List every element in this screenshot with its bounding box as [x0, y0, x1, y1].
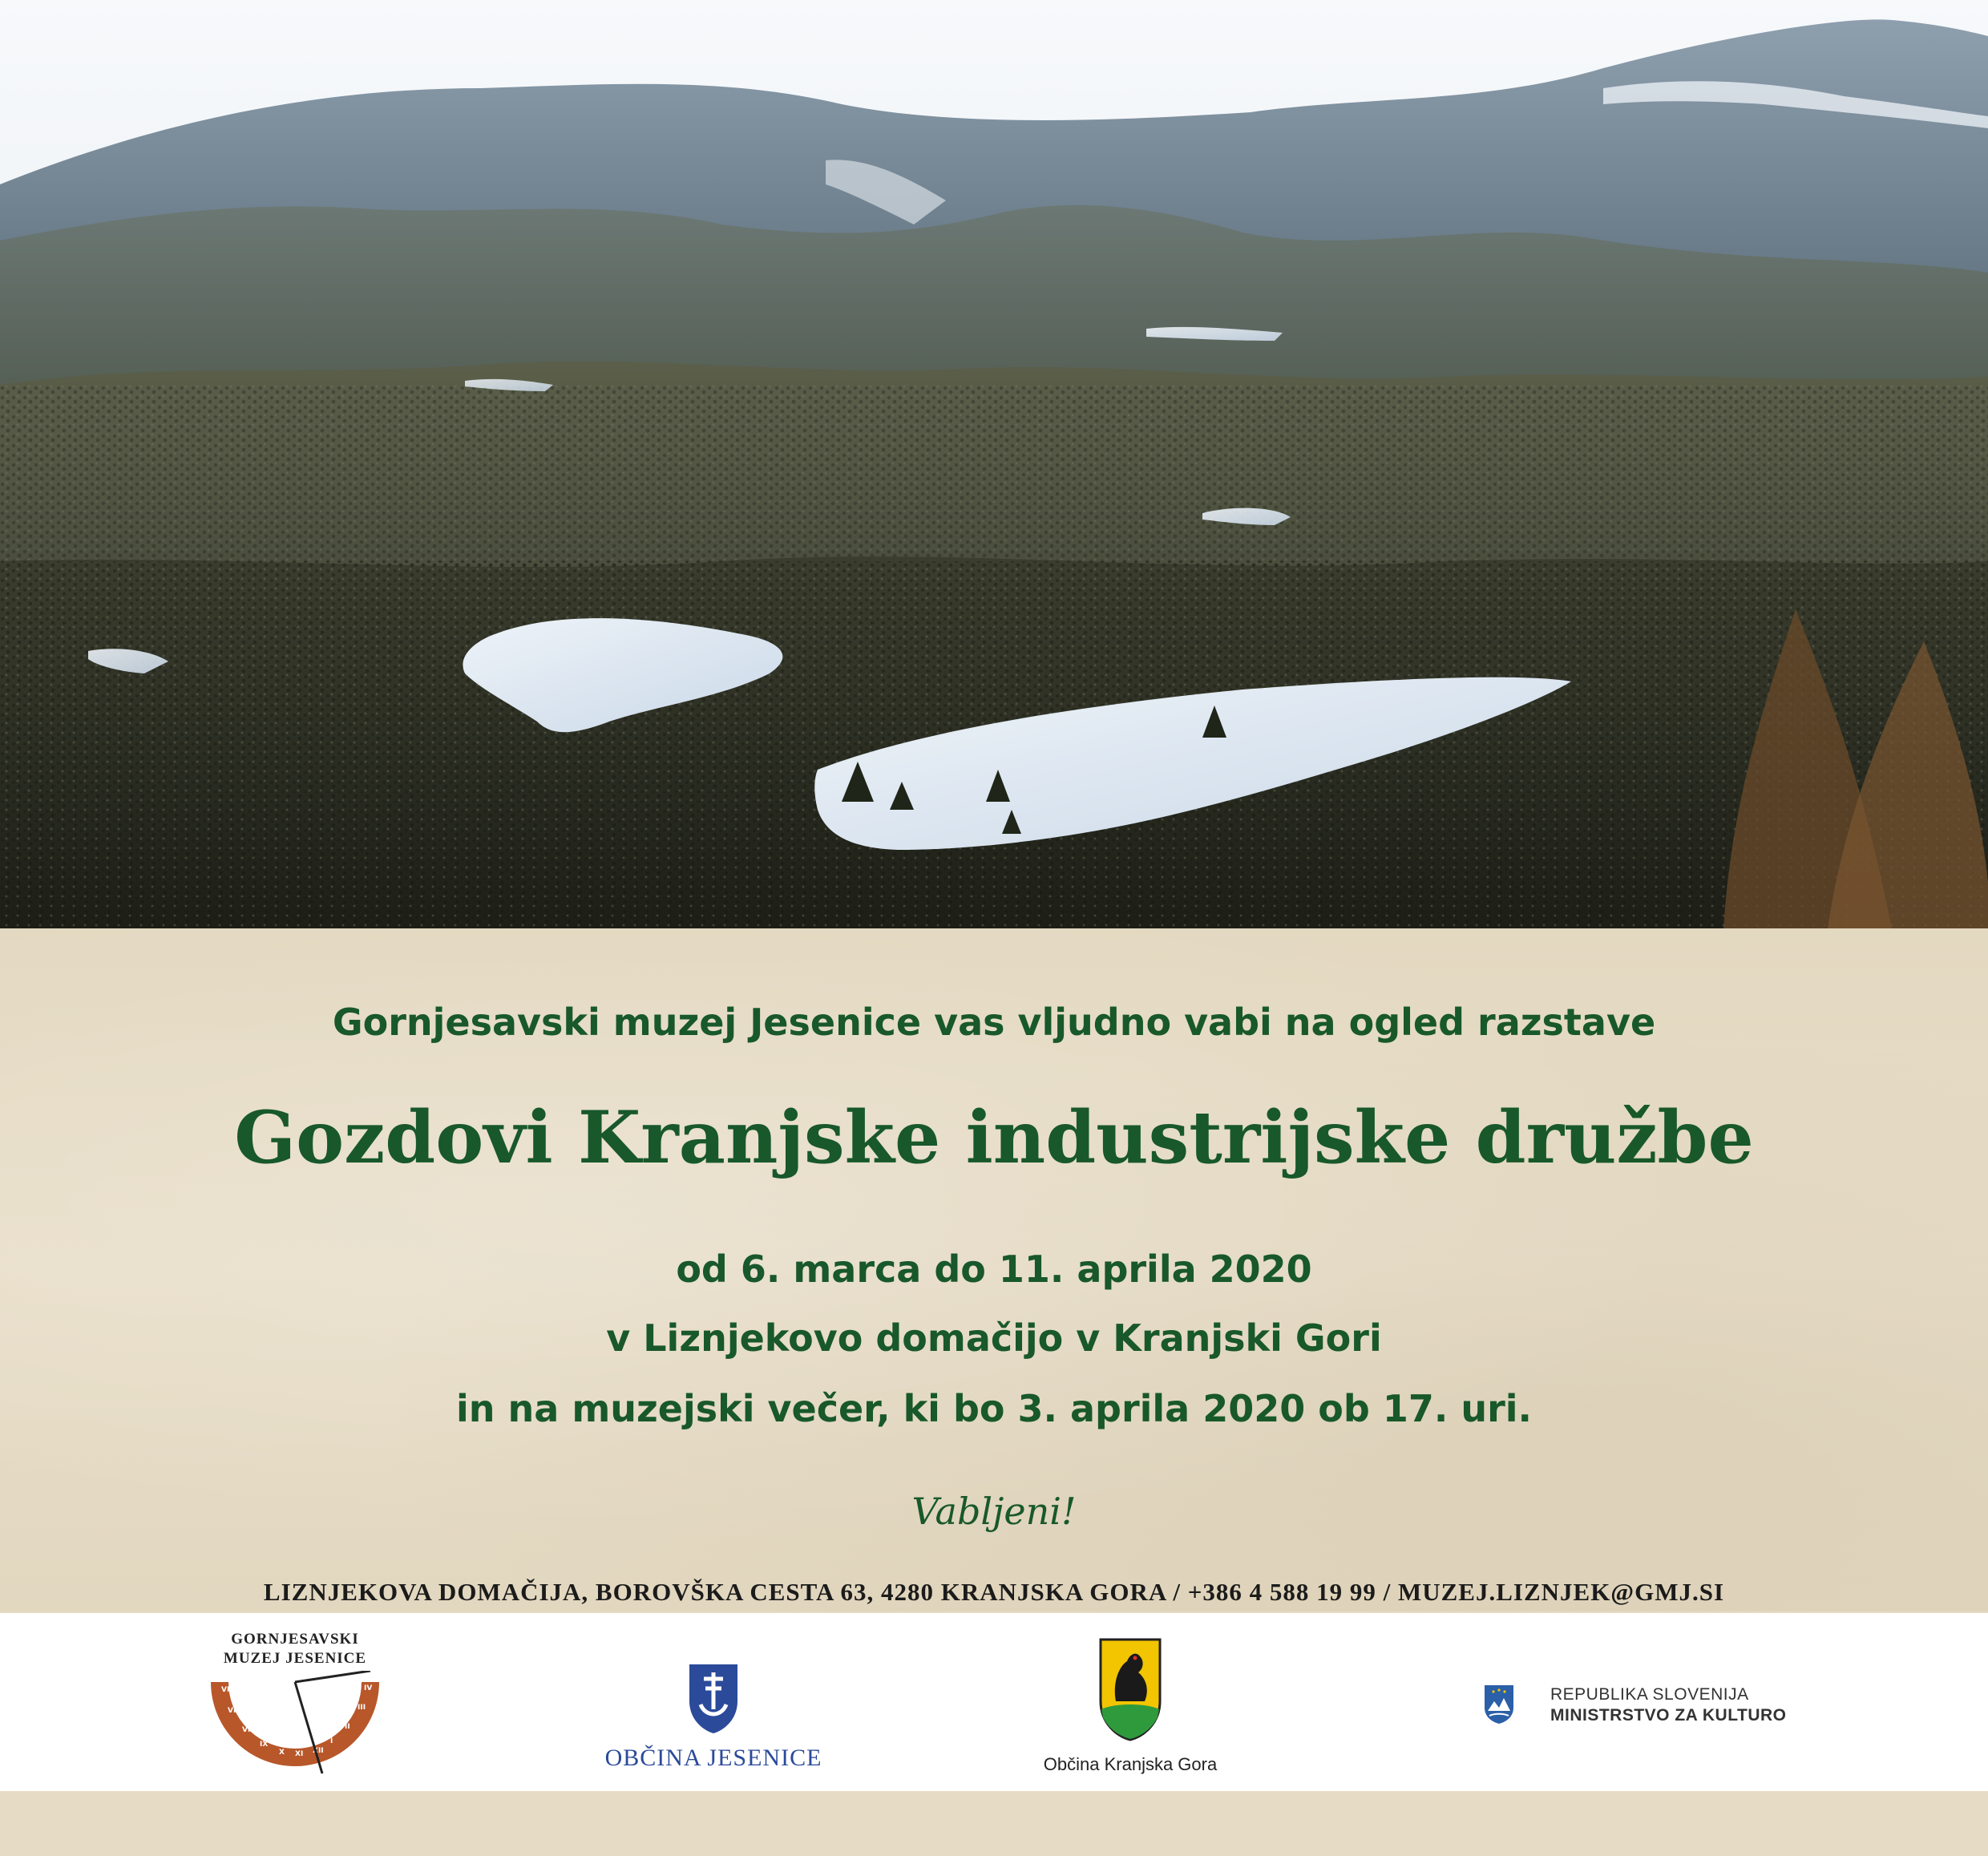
svg-text:IV: IV [364, 1684, 373, 1692]
svg-text:III: III [358, 1704, 366, 1712]
kranjska-gora-name: Občina Kranjska Gora [1043, 1754, 1218, 1774]
welcome-text: Vabljeni! [911, 1490, 1077, 1533]
museum-name-line1: GORNJESAVSKI [231, 1631, 359, 1648]
kranjska-gora-logo [1034, 1637, 1226, 1781]
exhibition-title: Gozdovi Kranjske industrijske družbe [234, 1095, 1754, 1180]
jesenice-logo [593, 1661, 834, 1773]
jesenice-coat-of-arms-icon [686, 1661, 741, 1735]
svg-text:VIII: VIII [242, 1726, 257, 1734]
contact-line: LIZNJEKOVA DOMAČIJA, BOROVŠKA CESTA 63, 4280 KRANJSKA GORA / +386 4 588 19 99 / MUZEJ.LIZNJEK@GMJ.SI [263, 1578, 1725, 1606]
exhibition-dates: od 6. marca do 11. aprila 2020 [676, 1247, 1312, 1291]
slovenia-coat-of-arms-icon [1483, 1684, 1515, 1725]
sundial-icon [210, 1671, 380, 1785]
svg-text:II: II [345, 1723, 350, 1731]
svg-text:X: X [279, 1749, 285, 1757]
museum-name-line2: MUZEJ JESENICE [223, 1650, 367, 1667]
jesenice-name: OBČINA JESENICE [604, 1745, 822, 1771]
svg-text:I: I [330, 1737, 333, 1745]
svg-text:IX: IX [260, 1741, 269, 1749]
capercaillie-coat-of-arms-icon [1098, 1637, 1162, 1741]
svg-text:VII: VII [228, 1707, 239, 1715]
bottom-border [0, 1791, 1988, 1856]
svg-text:VI: VI [221, 1686, 230, 1694]
museum-logo [210, 1628, 380, 1785]
invitation-intro: Gornjesavski muzej Jesenice vas vljudno vabi na ogled razstave [332, 1001, 1656, 1044]
ministry-line1: REPUBLIKA SLOVENIJA [1550, 1685, 1749, 1704]
museum-evening: in na muzejski večer, ki bo 3. aprila 2020 ob 17. uri. [456, 1387, 1532, 1430]
svg-text:XI: XI [295, 1750, 304, 1758]
exhibition-venue: v Liznjekovo domačijo v Kranjski Gori [606, 1316, 1382, 1360]
text-panel [0, 928, 1988, 1611]
ministry-logo [1483, 1684, 1820, 1732]
svg-text:XII: XII [313, 1747, 324, 1755]
sponsor-logos [0, 1613, 1988, 1791]
ministry-line2: MINISTRSTVO ZA KULTURO [1550, 1706, 1787, 1725]
